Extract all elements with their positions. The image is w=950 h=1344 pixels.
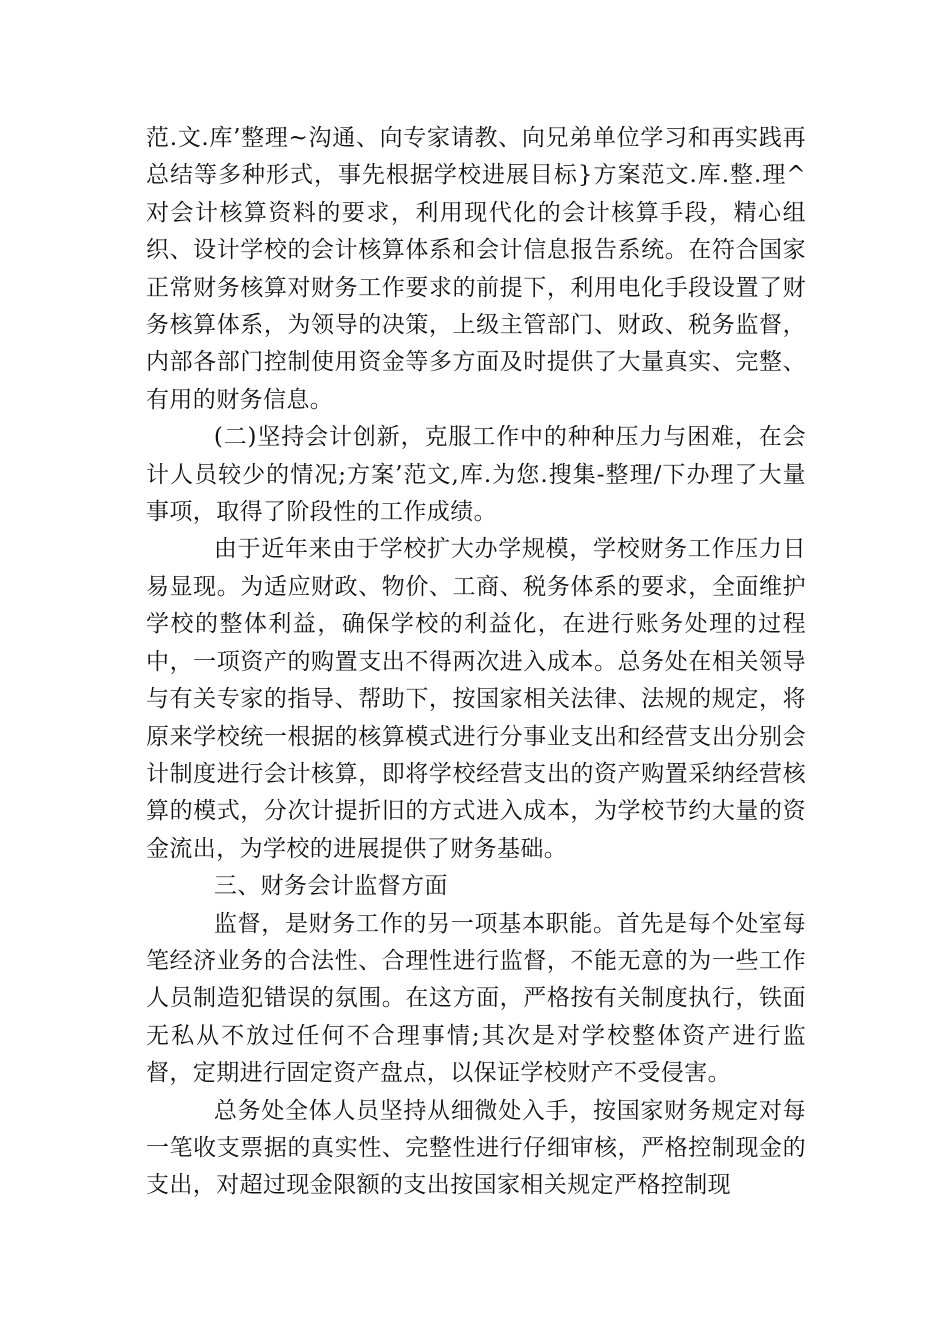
paragraph-supervision: 监督，是财务工作的另一项基本职能。首先是每个处室每笔经济业务的合法性、合理性进行监督，不能无意的为一些工作人员制造犯错误的氛围。在这方面，严格按有关制度执行，铁面无私从不放过任何不合理事情;其次是对学校整体资产进行监督，定期进行固定资产盘点，以保证学校财产不受侵害。 — [146, 910, 806, 1087]
paragraph-accounting-innovation: (二)坚持会计创新，克服工作中的种种压力与困难，在会计人员较少的情况;方案’范文,库.为您.搜集-整理/下办理了大量事项，取得了阶段性的工作成绩。 — [146, 424, 806, 526]
section-heading-supervision: 三、财务会计监督方面 — [213, 873, 448, 900]
paragraph-general-affairs: 总务处全体人员坚持从细微处入手，按国家财务规定对每一笔收支票据的真实性、完整性进行仔细审核，严格控制现金的支出，对超过现金限额的支出按国家相关规定严格控制现 — [146, 1097, 806, 1199]
paragraph-school-expansion: 由于近年来由于学校扩大办学规模，学校财务工作压力日易显现。为适应财政、物价、工商、税务体系的要求，全面维护学校的整体利益，确保学校的利益化，在进行账务处理的过程中，一项资产的购置支出不得两次进入成本。总务处在相关领导与有关专家的指导、帮助下，按国家相关法律、法规的规定，将原来学校统一根据的核算模式进行分事业支出和经营支出分别会计制度进行会计核算，即将学校经营支出的资产购置采纳经营核算的模式，分次计提折旧的方式进入成本，为学校节约大量的资金流出，为学校的进展提供了财务基础。 — [146, 536, 806, 862]
document-page — [146, 120, 806, 1205]
paragraph-accounting-system: 范.文.库’整理~沟通、向专家请教、向兄弟单位学习和再实践再总结等多种形式，事先根据学校进展目标}方案范文.库.整.理^对会计核算资料的要求，利用现代化的会计核算手段，精心组织、设计学校的会计核算体系和会计信息报告系统。在符合国家正常财务核算对财务工作要求的前提下，利用电化手段设置了财务核算体系，为领导的决策，上级主管部门、财政、税务监督，内部各部门控制使用资金等多方面及时提供了大量真实、完整、有用的财务信息。 — [146, 125, 806, 413]
